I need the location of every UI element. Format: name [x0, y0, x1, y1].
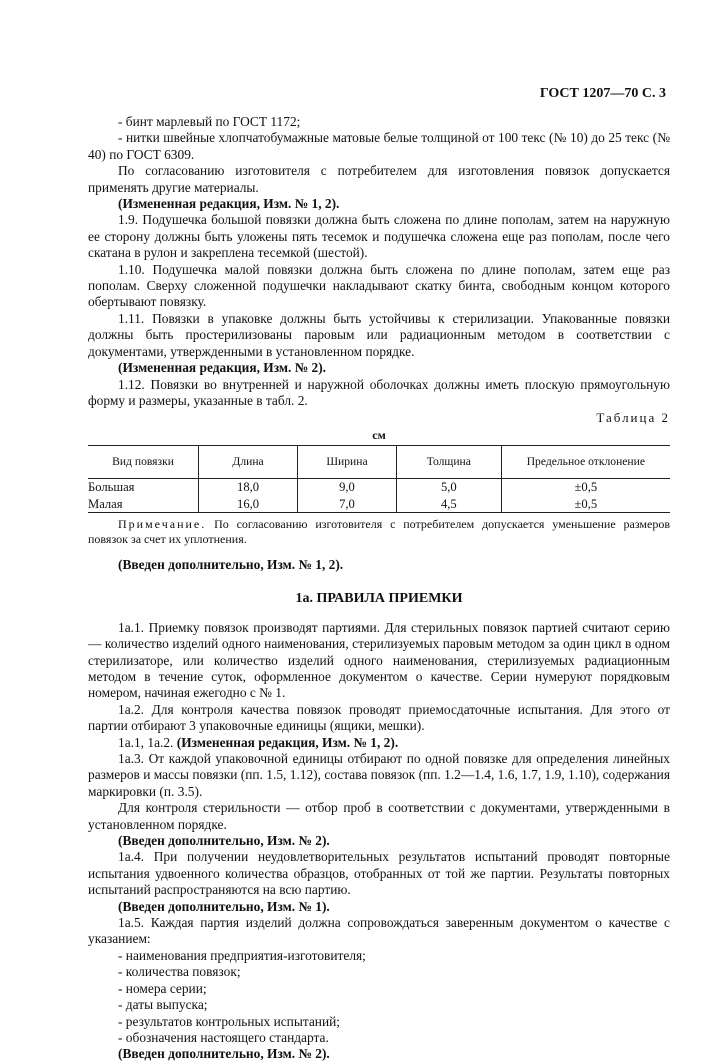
paragraph: - номера серии;	[118, 980, 207, 996]
section-title: 1а. ПРАВИЛА ПРИЕМКИ	[295, 591, 463, 607]
amendment-note: (Введен дополнительно, Изм. № 1, 2).	[118, 556, 344, 572]
note-text: По согласованию изготовителя с потребителем допускается уменьшение размеров повязок за счет их уплотнения.	[88, 516, 671, 546]
table-label	[88, 410, 670, 426]
dimensions-table	[88, 445, 670, 513]
paragraph-bold-text: (Измененная редакция, Изм. № 1, 2).	[176, 734, 399, 750]
paragraph: 1.10. Подушечка малой повязки должна быть сложена по длине пополам, затем еще раз пополам. Сверху сложенной подушечки накладывают скатку бинта, свободным концом которого обертывают повязку.	[88, 261, 670, 310]
page-content	[88, 114, 670, 1063]
paragraph: (Введен дополнительно, Изм. № 2).	[118, 833, 330, 849]
paragraph: - обозначения настоящего стандарта.	[118, 1029, 329, 1045]
paragraph: По согласованию изготовителя с потребителем для изготовления повязок допускается применять другие материалы.	[88, 163, 670, 195]
standard-code-header: ГОСТ 1207—70 С. 3	[539, 86, 666, 101]
table-row	[88, 479, 670, 496]
paragraph: 1а.4. При получении неудовлетворительных результатов испытаний проводят повторные испытания удвоенного количества образцов, отобранных от той же партии. Результаты повторных испытаний распространяются на всю партию.	[88, 849, 670, 898]
column-header: Длина	[199, 446, 298, 479]
table-unit: см	[372, 427, 386, 442]
paragraph: - даты выпуска;	[118, 997, 208, 1013]
column-header: Предельное отклонение	[501, 446, 670, 479]
paragraph: 1а.3. От каждой упаковочной единицы отбирают по одной повязке для определения линейных размеров и массы повязки (пп. 1.5, 1.12), состава повязок (пп. 1.2—1.4, 1.6, 1.7, 1.9, 1.10), содержания маркировки (п. 3.5).	[88, 751, 670, 799]
paragraph	[88, 735, 670, 751]
paragraph: (Введен дополнительно, Изм. № 2).	[118, 1046, 330, 1062]
table-cell: ±0,5	[501, 496, 670, 513]
table-cell: 4,5	[396, 496, 501, 513]
table-cell: 16,0	[199, 496, 298, 513]
paragraph: - результатов контрольных испытаний;	[118, 1013, 341, 1029]
paragraph: 1а.2. Для контроля качества повязок проводят приемосдаточные испытания. Для этого от партии отбирают 3 упаковочные единицы (ящики, мешки).	[88, 701, 670, 734]
paragraph: - нитки швейные хлопчатобумажные матовые белые толщиной от 100 текс (№ 10) до 25 текс (№ 40) по ГОСТ 6309.	[88, 130, 670, 162]
column-header: Вид повязки	[88, 446, 199, 479]
paragraph: - количества повязок;	[118, 964, 241, 980]
paragraphs-section	[88, 620, 670, 1063]
paragraph: 1.11. Повязки в упаковке должны быть устойчивы к стерилизации. Упакованные повязки должны быть простерилизованы паровым или радиационным методом в соответствии с документами, утвержденными в установленном порядке.	[88, 310, 670, 359]
table-cell: 5,0	[396, 479, 501, 496]
table-header-row	[88, 446, 670, 479]
paragraph-text: 1а.1, 1а.2.	[118, 734, 177, 750]
table-cell: 18,0	[199, 479, 298, 496]
paragraph: 1.12. Повязки во внутренней и наружной оболочках должны иметь плоскую прямоугольную форму и размеры, указанные в табл. 2.	[88, 376, 670, 408]
column-header: Толщина	[396, 446, 501, 479]
paragraph: (Введен дополнительно, Изм. № 1).	[118, 898, 330, 914]
table-cell: ±0,5	[501, 479, 670, 496]
column-header: Ширина	[298, 446, 397, 479]
paragraph: (Измененная редакция, Изм. № 2).	[118, 360, 327, 376]
table-note	[88, 517, 670, 547]
paragraphs-top	[88, 114, 670, 409]
note-prefix: Примечание.	[118, 516, 207, 531]
paragraph: 1.9. Подушечка большой повязки должна быть сложена по длине пополам, затем на наружную ее сторону должны быть уложены пять тесемок и подушечка сложена еще раз пополам, после чего скатана в рулон и закреплена тесемкой (шестой).	[88, 212, 670, 261]
paragraph: (Измененная редакция, Изм. № 1, 2).	[118, 196, 340, 212]
paragraph: 1а.5. Каждая партия изделий должна сопровождаться заверенным документом о качестве с указанием:	[88, 915, 670, 947]
table-cell: 7,0	[298, 496, 397, 513]
table-row	[88, 496, 670, 513]
table-cell: Большая	[88, 480, 135, 495]
paragraph: Для контроля стерильности — отбор проб в соответствии с документами, утвержденными в установленном порядке.	[88, 800, 670, 832]
table-cell: 9,0	[298, 479, 397, 496]
table-label-text: Таблица 2	[596, 410, 670, 426]
paragraph: 1а.1. Приемку повязок производят партиями. Для стерильных повязок партией считают серию — количество изделий одного наименования, стерилизуемых паровым методом за один цикл в одном стерилизаторе, или количество изделий одного наименования, стерилизуемых радиационным методом в течение суток, оформленное документом о качестве. Серии нумеруют порядковым номером, начиная ежегодно с № 1.	[88, 619, 670, 701]
paragraph: - наименования предприятия-изготовителя;	[118, 947, 366, 963]
table-cell: Малая	[88, 496, 199, 513]
spacer	[88, 547, 670, 557]
paragraph: - бинт марлевый по ГОСТ 1172;	[118, 114, 301, 129]
